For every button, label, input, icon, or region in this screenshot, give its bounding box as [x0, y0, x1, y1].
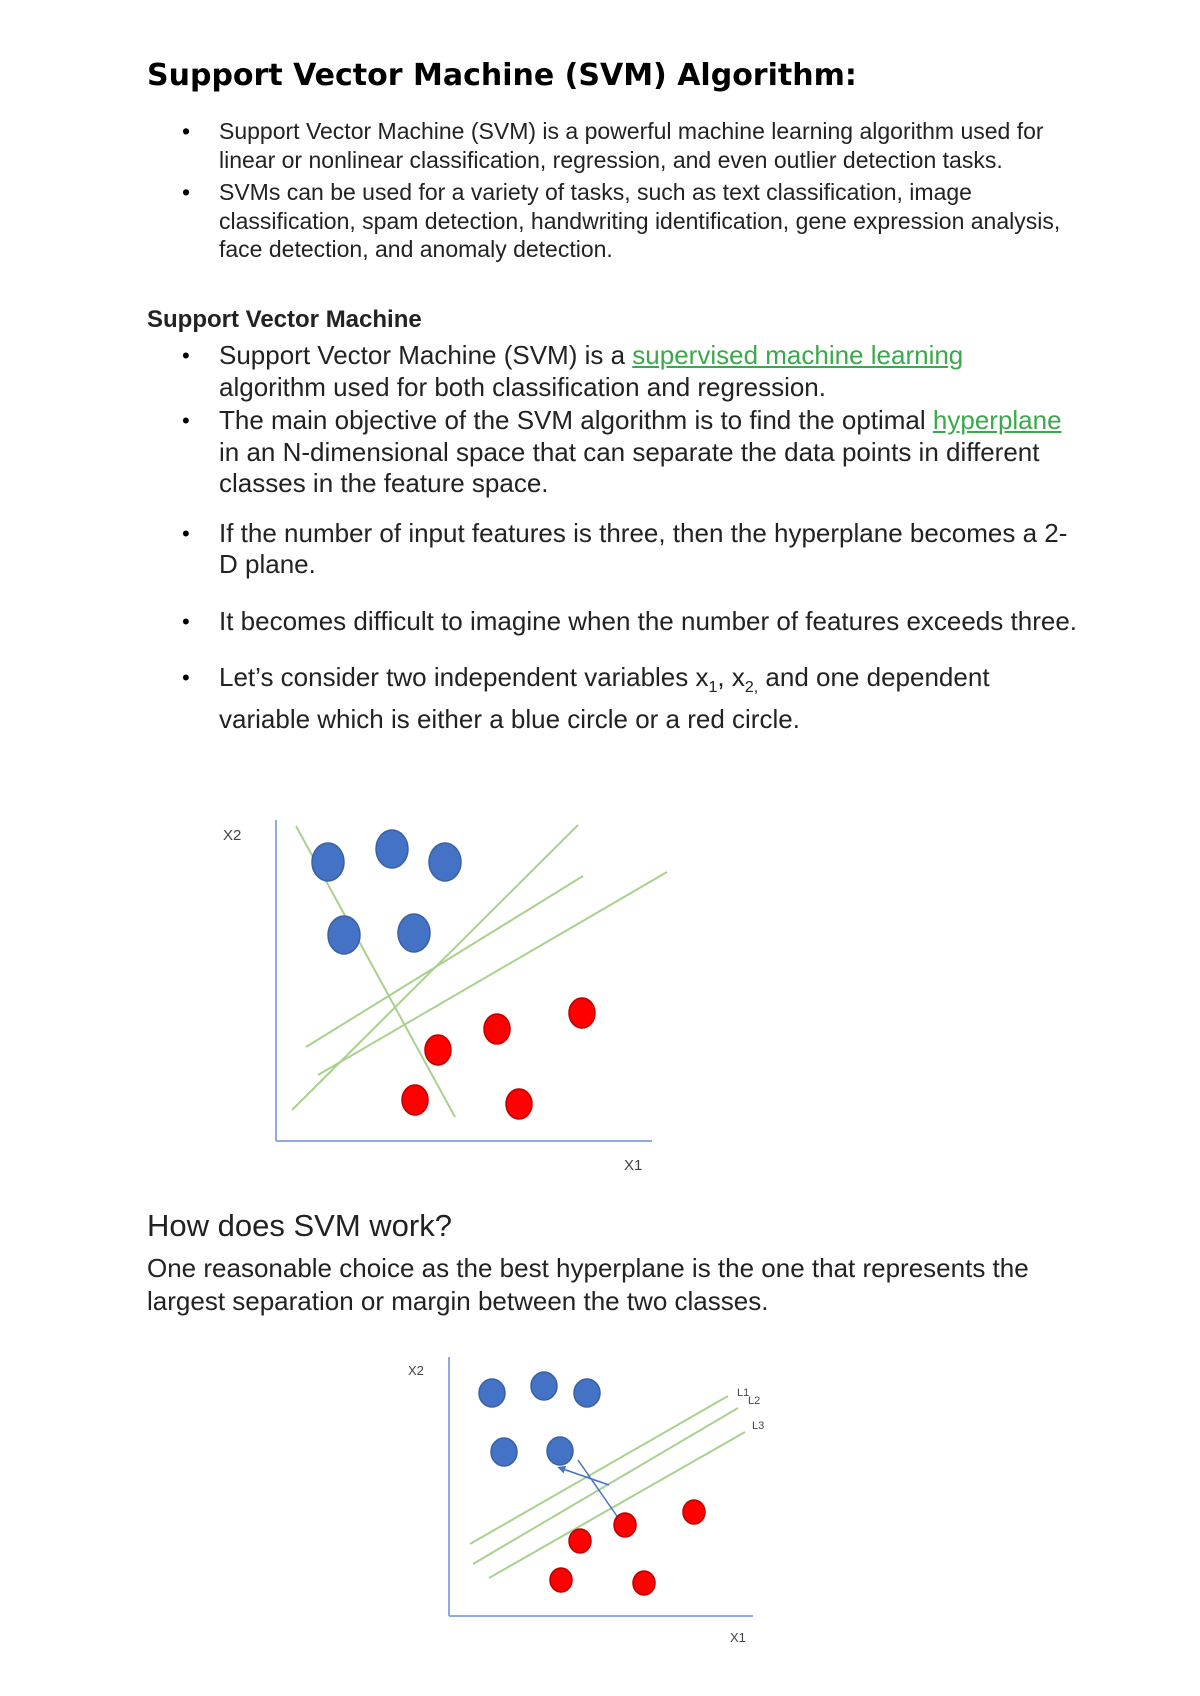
figure1-axes: [276, 820, 652, 1141]
page-title: Support Vector Machine (SVM) Algorithm:: [147, 58, 857, 93]
red-point: [506, 1089, 532, 1119]
blue-point: [531, 1372, 557, 1400]
blue-point: [547, 1437, 573, 1465]
line-label-l1: L1: [737, 1387, 750, 1399]
red-point: [633, 1571, 655, 1595]
hyperplane-line: [306, 876, 583, 1047]
hyperplane-link[interactable]: hyperplane: [932, 405, 1062, 435]
margin-arrow: [563, 1469, 609, 1485]
blue-point: [398, 914, 430, 952]
blue-point: [312, 843, 344, 881]
figure1-y-axis-label: X2: [223, 827, 242, 844]
red-point: [402, 1085, 428, 1115]
figure1-red-points: [402, 998, 595, 1119]
figure1-hyperplanes: [292, 825, 667, 1117]
line-label-l3: L3: [752, 1420, 765, 1432]
list-item: • It becomes difficult to imagine when the number of features exceeds three.: [147, 606, 1077, 638]
figure2-axes: [449, 1357, 753, 1616]
blue-point: [491, 1438, 517, 1466]
blue-point: [479, 1379, 505, 1407]
figure2-blue-points: [479, 1372, 600, 1466]
blue-point: [376, 830, 408, 868]
margin-line-l1: [470, 1396, 728, 1544]
hyperplane-line: [318, 872, 667, 1075]
red-point: [484, 1014, 510, 1044]
svm-definition-list: [147, 340, 1077, 735]
list-item: • If the number of input features is three, then the hyperplane becomes a 2-D plane.: [147, 518, 1077, 581]
figure2-lines: [470, 1396, 745, 1578]
list-item: • Support Vector Machine (SVM) is a supervised machine learning algorithm used for both classification and regression.: [147, 340, 1077, 403]
red-point: [614, 1513, 636, 1537]
blue-point: [328, 916, 360, 954]
figure1-blue-points: [312, 830, 461, 954]
figure1-x-axis-label: X1: [624, 1157, 643, 1174]
list-item: • Let’s consider two independent variables $x_1$, $x_{2,}$ and one dependent variable which is either a blue circle or a red circle.: [147, 662, 1077, 735]
line-label-l2: L2: [748, 1395, 761, 1407]
figure2-x-axis-label: X1: [730, 1630, 746, 1645]
section-subtitle: Support Vector Machine: [147, 306, 422, 333]
supervised-learning-link[interactable]: supervised machine learning: [632, 340, 964, 370]
blue-point: [574, 1379, 600, 1407]
hyperplane-line: [296, 826, 455, 1117]
hyperplane-line: [292, 825, 578, 1110]
margin-line-l3: [489, 1432, 745, 1578]
list-item: • The main objective of the SVM algorithm is to find the optimal hyperplane in an N-dimensional space that can separate the data points in different classes in the feature space.: [147, 405, 1077, 500]
red-point: [550, 1568, 572, 1592]
red-point: [569, 998, 595, 1028]
red-point: [425, 1035, 451, 1065]
figure2-red-points: [550, 1500, 705, 1595]
intro-list: [147, 117, 1077, 268]
section-paragraph: One reasonable choice as the best hyperplane is the one that represents the largest separation or margin between the two classes.: [147, 1253, 1029, 1316]
red-point: [569, 1529, 591, 1553]
red-point: [683, 1500, 705, 1524]
margin-line-l2: [473, 1408, 738, 1564]
section-heading: How does SVM work?: [147, 1208, 452, 1243]
figure2-y-axis-label: X2: [408, 1363, 424, 1378]
list-item: • Support Vector Machine (SVM) is a powerful machine learning algorithm used for linear or nonlinear classification, regression, and even outlier detection tasks.: [147, 117, 1077, 174]
blue-point: [429, 843, 461, 881]
list-item: • SVMs can be used for a variety of tasks, such as text classification, image classification, spam detection, handwriting identification, gene expression analysis, face detection, and anomaly detection.: [147, 178, 1077, 264]
margin-arrow: [578, 1460, 621, 1522]
